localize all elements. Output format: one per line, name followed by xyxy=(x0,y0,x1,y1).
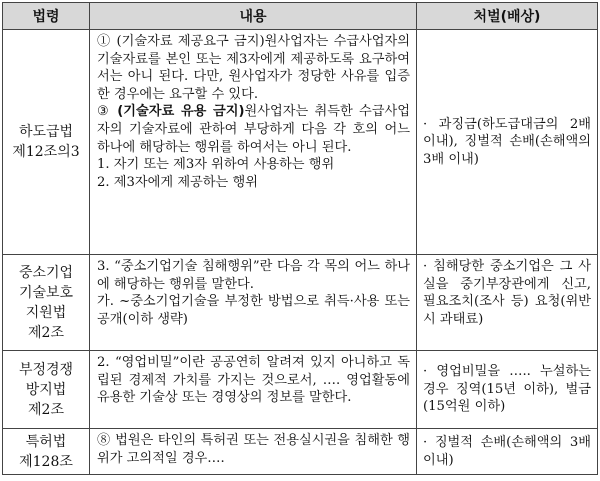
law-name-line: 하도급법 xyxy=(18,124,74,140)
content-cell xyxy=(90,255,417,351)
penalty-cell xyxy=(417,429,598,475)
law-name-line: 특허법 xyxy=(25,433,67,450)
content-paragraph xyxy=(97,103,410,156)
law-name-line: 방지법 xyxy=(25,381,67,398)
content-cell xyxy=(90,30,417,255)
content-paragraph: 3. “중소기업기술 침해행위”란 다음 각 목의 어느 하나에 해당하는 행위를 말한다. xyxy=(97,259,410,292)
penalty-text: · 과징금(하도급대금의 2배 이내), 징벌적 손배(손해액의 3배 이내) xyxy=(423,116,591,167)
content-cell xyxy=(90,351,417,429)
content-cell xyxy=(90,429,417,475)
table-row xyxy=(3,351,598,429)
law-comparison-table xyxy=(2,2,598,475)
content-paragraph: 가. ~중소기업기술을 부정한 방법으로 취득·사용 또는 공개(이하 생략) xyxy=(97,294,410,327)
penalty-text: · 침해당한 중소기업은 그 사실을 중기부장관에게 신고, 필요조치(조사 등) 요청(위반시 과태료) xyxy=(423,259,591,327)
penalty-cell xyxy=(417,255,598,351)
law-name-cell xyxy=(3,351,90,429)
header-row xyxy=(3,3,598,30)
penalty-cell xyxy=(417,30,598,255)
content-paragraph: 1. 자기 또는 제3자 위하여 사용하는 행위 xyxy=(97,157,335,173)
content-paragraph: ① (기술자료 제공요구 금지)원사업자는 수급사업자의 기술자료를 본인 또는 제3자에게 제공하도록 요구하여서는 아니 된다. 다만, 원사업자가 정당한 사유를 입증한 경우에는 요구할 수 있다. xyxy=(97,34,410,102)
table-row xyxy=(3,30,598,255)
header-law: 법령 xyxy=(3,3,90,30)
law-name-line: 기술보호 xyxy=(18,284,74,301)
penalty-text: · 영업비밀을 ….. 누설하는 경우 징역(15년 이하), 벌금(15억원 이하) xyxy=(423,364,591,415)
header-penalty: 처벌(배상) xyxy=(417,3,598,30)
clause-number: ③ xyxy=(97,104,118,120)
penalty-text: · 징벌적 손배(손해액의 3배 이내) xyxy=(423,434,591,468)
clause-text: 원사업자는 취득한 수급사업자의 기술자료에 관하여 부당하게 다음 각 호의 어느 하나에 해당하는 행위를 하여서는 아니 된다. xyxy=(97,104,410,155)
law-name-line: 부정경쟁 xyxy=(18,361,74,378)
law-name-line: 지원법 xyxy=(25,304,67,321)
header-content: 내용 xyxy=(90,3,417,30)
table-row xyxy=(3,255,598,351)
content-paragraph: ⑧ 법원은 타인의 특허권 또는 전용실시권을 침해한 행위가 고의적일 경우…. xyxy=(97,433,410,466)
content-paragraph: 2. “영업비밀”이란 공공연히 알려져 있지 아니하고 독립된 경제적 가치를 가지는 것으로서, …. 영업활동에 유용한 기술상 또는 경영상의 정보를 말한다. xyxy=(97,355,410,406)
table-row xyxy=(3,429,598,475)
law-name-cell xyxy=(3,429,90,475)
law-name-line: 중소기업 xyxy=(18,264,74,281)
penalty-cell xyxy=(417,351,598,429)
law-name-line: 제2조 xyxy=(28,324,64,341)
law-name-line: 제2조 xyxy=(28,401,64,418)
law-name-line: 제12조의3 xyxy=(12,144,80,160)
law-name-line: 제128조 xyxy=(19,453,73,470)
law-name-cell xyxy=(3,255,90,351)
content-paragraph: 2. 제3자에게 제공하는 행위 xyxy=(97,174,258,190)
clause-title: (기술자료 유용 금지) xyxy=(117,104,245,120)
law-name-cell xyxy=(3,30,90,255)
